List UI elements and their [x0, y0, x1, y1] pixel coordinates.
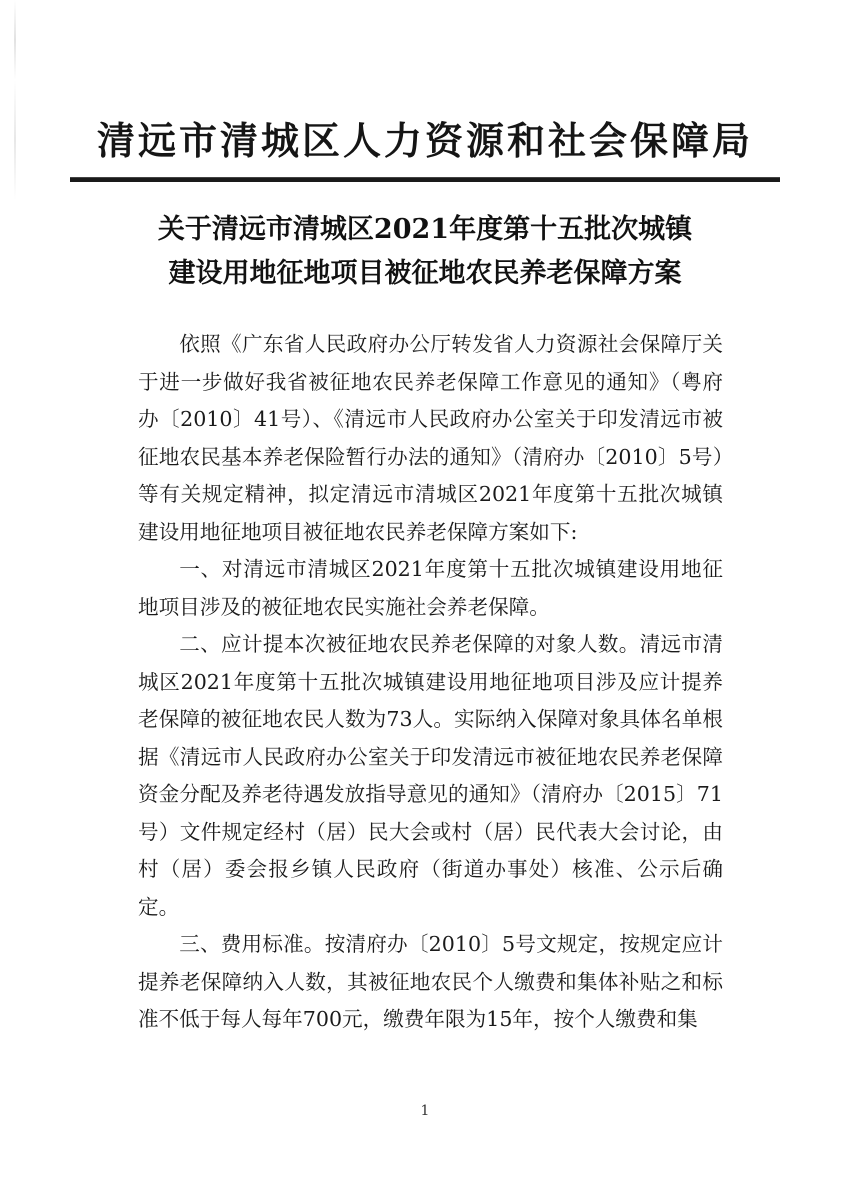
document-body — [138, 326, 723, 1039]
header-divider — [70, 177, 780, 182]
agency-header: 清远市清城区人力资源和社会保障局 — [96, 119, 753, 163]
scan-edge-artifact — [14, 0, 16, 1203]
paragraph-item-2: 二、应计提本次被征地农民养老保障的对象人数。清远市清城区2021年度第十五批次城镇建设用地征地项目涉及应计提养老保障的被征地农民人数为73人。实际纳入保障对象具体名单根据《清远市人民政府办公室关于印发清远市被征地农民养老保障资金分配及养老待遇发放指导意见的通知》（清府办〔2015〕71号）文件规定经村（居）民大会或村（居）民代表大会讨论，由村（居）委会报乡镇人民政府（街道办事处）核准、公示后确定。 — [138, 632, 723, 919]
document-title-line-2: 建设用地征地项目被征地农民养老保障方案 — [168, 258, 682, 289]
paragraph-item-1: 一、对清远市清城区2021年度第十五批次城镇建设用地征地项目涉及的被征地农民实施社会养老保障。 — [138, 557, 723, 619]
document-title-line-1: 关于清远市清城区2021年度第十五批次城镇 — [157, 214, 693, 245]
paragraph-intro: 依照《广东省人民政府办公厅转发省人力资源社会保障厅关于进一步做好我省被征地农民养老保障工作意见的通知》（粤府办〔2010〕41号）、《清远市人民政府办公室关于印发清远市被征地农民基本养老保险暂行办法的通知》（清府办〔2010〕5号）等有关规定精神，拟定清远市清城区2021年度第十五批次城镇建设用地征地项目被征地农民养老保障方案如下: — [138, 332, 723, 544]
paragraph-item-3: 三、费用标准。按清府办〔2010〕5号文规定，按规定应计提养老保障纳入人数，其被征地农民个人缴费和集体补贴之和标准不低于每人每年700元，缴费年限为15年，按个人缴费和集 — [138, 932, 723, 1031]
document-title — [0, 208, 850, 296]
page-number: 1 — [420, 1103, 430, 1119]
